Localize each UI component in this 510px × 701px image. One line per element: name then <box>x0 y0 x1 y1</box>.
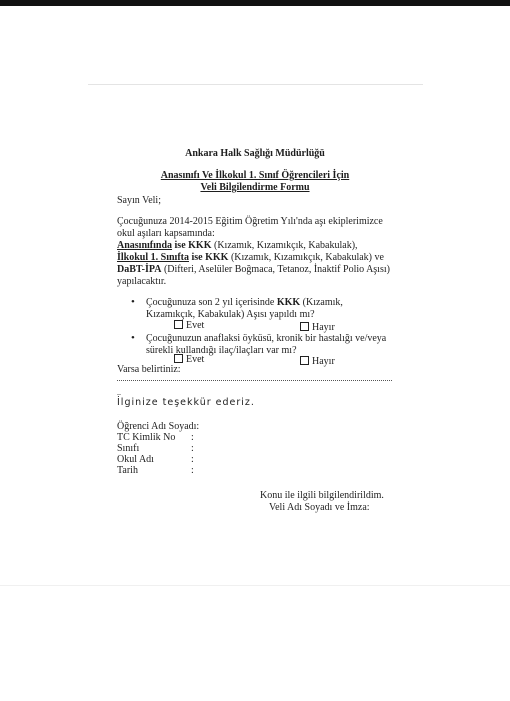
school-label: Okul Adı <box>117 454 154 465</box>
date-label: Tarih <box>117 465 138 476</box>
form-title-line1: Anasınıfı Ve İlkokul 1. Sınıf Öğrencileri İçin <box>160 170 350 181</box>
intro-line1: Çocuğunuza 2014-2015 Eğitim Öğretim Yılı'nda aşı ekiplerimizce <box>117 216 383 227</box>
greeting: Sayın Veli; <box>117 195 161 206</box>
q2-no-option[interactable] <box>300 356 335 368</box>
scan-artifact-line <box>88 84 423 85</box>
parent-signature-label: Veli Adı Soyadı ve İmza: <box>269 502 370 513</box>
class-label: Sınıfı <box>117 443 140 454</box>
dabt-ipa-vaccine: DaBT-İPA <box>117 264 162 275</box>
scan-top-edge <box>0 0 510 6</box>
kkk-vaccine: KKK <box>205 252 229 263</box>
student-name-label: Öğrenci Adı Soyadı: <box>117 421 200 432</box>
question2-line1: Çocuğunuzun anaflaksi öyküsü, kronik bir hastalığı ve/veya <box>146 333 387 344</box>
q1-yes-checkbox[interactable] <box>174 320 183 329</box>
specify-fill-line[interactable] <box>117 380 392 381</box>
grade1-label: İlkokul 1. Sınıfta <box>117 252 189 263</box>
organization-title: Ankara Halk Sağlığı Müdürlüğü <box>185 148 325 159</box>
specify-label: Varsa belirtiniz: <box>117 364 181 375</box>
q2-no-label: Hayır <box>312 356 335 367</box>
dots-mark: .. <box>117 388 121 397</box>
grade1-vaccine-line: İlkokul 1. Sınıfta ise KKK (Kızamık, Kızamıkçık, Kabakulak) ve <box>117 252 384 263</box>
dabt-vaccine-line: DaBT-İPA (Difteri, Aselüler Boğmaca, Tetanoz, İnaktif Polio Aşısı) <box>117 264 390 275</box>
intro-line2: okul aşıları kapsamında: <box>117 228 215 239</box>
will-be-done: yapılacaktır. <box>117 276 167 287</box>
bullet-icon: • <box>131 332 135 344</box>
acknowledgement-text: Konu ile ilgili bilgilendirildim. <box>260 490 384 501</box>
q1-yes-option[interactable] <box>174 320 204 332</box>
tc-id-colon: : <box>191 432 194 443</box>
class-colon: : <box>191 443 194 454</box>
date-colon: : <box>191 465 194 476</box>
scan-artifact-line <box>0 585 510 586</box>
question1-line2: Kızamıkçık, Kabakulak) Aşısı yapıldı mı? <box>146 309 315 320</box>
tc-id-label: TC Kimlik No <box>117 432 176 443</box>
question1-line1: Çocuğunuza son 2 yıl içerisinde KKK (Kızamık, <box>146 297 343 308</box>
thanks-text: İlginize teşekkür ederiz. <box>117 397 255 408</box>
q1-no-checkbox[interactable] <box>300 322 309 331</box>
question2-line2: sürekli kullandığı ilaç/ilaçları var mı? <box>146 345 297 356</box>
school-colon: : <box>191 454 194 465</box>
q2-yes-checkbox[interactable] <box>174 354 183 363</box>
q1-yes-label: Evet <box>186 320 205 331</box>
q1-no-label: Hayır <box>312 322 335 333</box>
bullet-icon: • <box>131 296 135 308</box>
kkk-vaccine: KKK <box>188 240 212 251</box>
kindergarten-vaccine-line: Anasınıfında ise KKK (Kızamık, Kızamıkçık, Kabakulak), <box>117 240 358 251</box>
q2-yes-label: Evet <box>186 354 205 365</box>
q2-no-checkbox[interactable] <box>300 356 309 365</box>
kindergarten-label: Anasınıfında <box>117 240 173 251</box>
form-title-line2: Veli Bilgilendirme Formu <box>200 182 310 193</box>
